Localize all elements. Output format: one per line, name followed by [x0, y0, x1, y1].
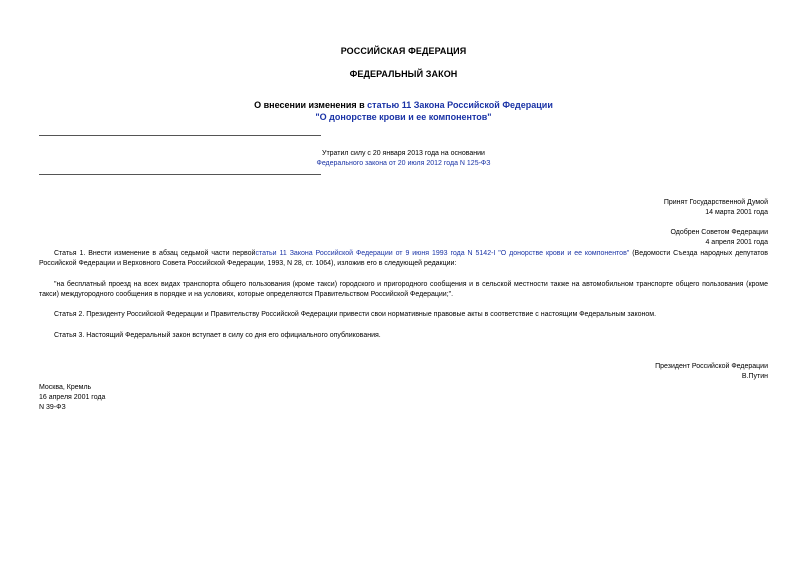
- article-1-link-name[interactable]: "О донорстве крови и ее компонентов": [495, 250, 630, 257]
- title-link-law-name[interactable]: "О донорстве крови и ее компонентов": [315, 112, 492, 122]
- signature-title: Президент Российской Федерации: [655, 363, 768, 370]
- adoption-council: [670, 228, 768, 248]
- notice-link[interactable]: Федерального закона от 20 июля 2012 года N 125-ФЗ: [316, 160, 491, 167]
- article-3: Статья 3. Настоящий Федеральный закон вступает в силу со дня его официального опубликования.: [54, 332, 381, 339]
- document-title: [0, 99, 807, 123]
- doc-type-heading: ФЕДЕРАЛЬНЫЙ ЗАКОН: [349, 69, 458, 79]
- article-1-quote: "на бесплатный проезд на всех видах транспорта общего пользования (кроме такси) городского и пригородного сообщения и в сельской местности также на автомобильном транспорте общего пользования (кроме такси) междугородного сообщения в порядке и на условиях, которые определяются Правительством Российской Федерации;".: [39, 281, 768, 298]
- notice-text: Утратил силу с 20 января 2013 года на основании: [322, 150, 485, 157]
- article-2: Статья 2. Президенту Российской Федерации и Правительству Российской Федерации привести свои нормативные правовые акты в соответствие с настоящим Федеральным законом.: [54, 311, 657, 318]
- signature-block: [655, 362, 768, 382]
- place-city: Москва, Кремль: [39, 384, 92, 391]
- country-heading: РОССИЙСКАЯ ФЕДЕРАЦИЯ: [340, 46, 467, 56]
- notice-bottom-divider: [39, 174, 321, 175]
- place-block: [39, 383, 105, 413]
- council-label: Одобрен Советом Федерации: [670, 229, 768, 236]
- title-prefix: О внесении изменения в: [254, 100, 368, 110]
- article-1-link-law[interactable]: статьи 11 Закона Российской Федерации от 9 июня 1993 года N 5142-I: [255, 250, 496, 257]
- notice-block: [0, 149, 807, 169]
- adoption-duma: [664, 198, 768, 218]
- duma-date: 14 марта 2001 года: [705, 209, 768, 216]
- place-date: 16 апреля 2001 года: [39, 394, 106, 401]
- article-1: [39, 249, 768, 269]
- duma-label: Принят Государственной Думой: [663, 199, 768, 206]
- article-1-prefix: Статья 1. Внести изменение в абзац седьмой части первой: [54, 250, 256, 257]
- article-1-suffix: (Ведомости Съезда народных депутатов Российской Федерации и Верховного Совета Российской Федерации, 1993, N 28, ст. 1064), изложив его в следующей редакции:: [39, 250, 768, 267]
- law-number: N 39-ФЗ: [39, 404, 66, 411]
- council-date: 4 апреля 2001 года: [705, 239, 768, 246]
- title-link-article[interactable]: статью 11 Закона Российской Федерации: [367, 100, 553, 110]
- signature-name: В.Путин: [741, 373, 768, 380]
- notice-top-divider: [39, 135, 321, 136]
